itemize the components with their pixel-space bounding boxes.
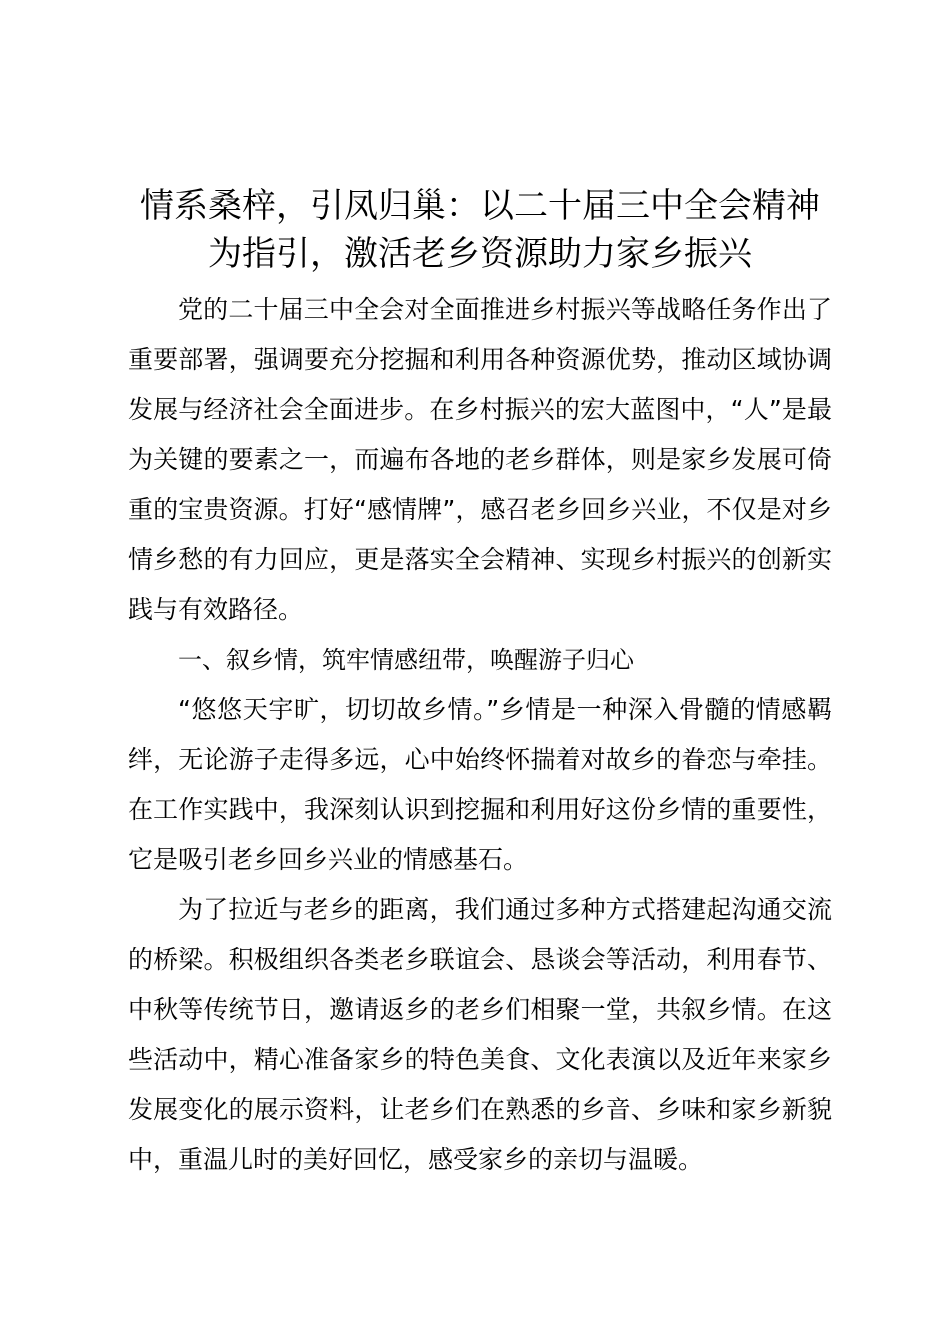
document-title bbox=[128, 182, 832, 278]
document-body bbox=[128, 182, 832, 1185]
section-heading-1: 一、叙乡情，筑牢情感纽带，唤醒游子归心 bbox=[178, 646, 634, 674]
title-line-2: 为指引，激活老乡资源助力家乡振兴 bbox=[208, 234, 752, 274]
paragraph-2: “悠悠天宇旷，切切故乡情。”乡情是一种深入骨髓的情感羁绊，无论游子走得多远，心中始终怀揣着对故乡的眷恋与牵挂。在工作实践中，我深刻认识到挖掘和利用好这份乡情的重要性，它是吸引老乡回乡兴业的情感基石。 bbox=[128, 695, 832, 874]
paragraph-intro: 党的二十届三中全会对全面推进乡村振兴等战略任务作出了重要部署，强调要充分挖掘和利用各种资源优势，推动区域协调发展与经济社会全面进步。在乡村振兴的宏大蓝图中，“人”是最为关键的要素之一，而遍布各地的老乡群体，则是家乡发展可倚重的宝贵资源。打好“感情牌”，感召老乡回乡兴业，不仅是对乡情乡愁的有力回应，更是落实全会精神、实现乡村振兴的创新实践与有效路径。 bbox=[128, 295, 832, 624]
title-line-1: 情系桑梓，引凤归巢：以二十届三中全会精神 bbox=[140, 186, 820, 226]
paragraph-3: 为了拉近与老乡的距离，我们通过多种方式搭建起沟通交流的桥梁。积极组织各类老乡联谊会、恳谈会等活动，利用春节、中秋等传统节日，邀请返乡的老乡们相聚一堂，共叙乡情。在这些活动中，精心准备家乡的特色美食、文化表演以及近年来家乡发展变化的展示资料，让老乡们在熟悉的乡音、乡味和家乡新貌中，重温儿时的美好回忆，感受家乡的亲切与温暖。 bbox=[128, 895, 832, 1174]
